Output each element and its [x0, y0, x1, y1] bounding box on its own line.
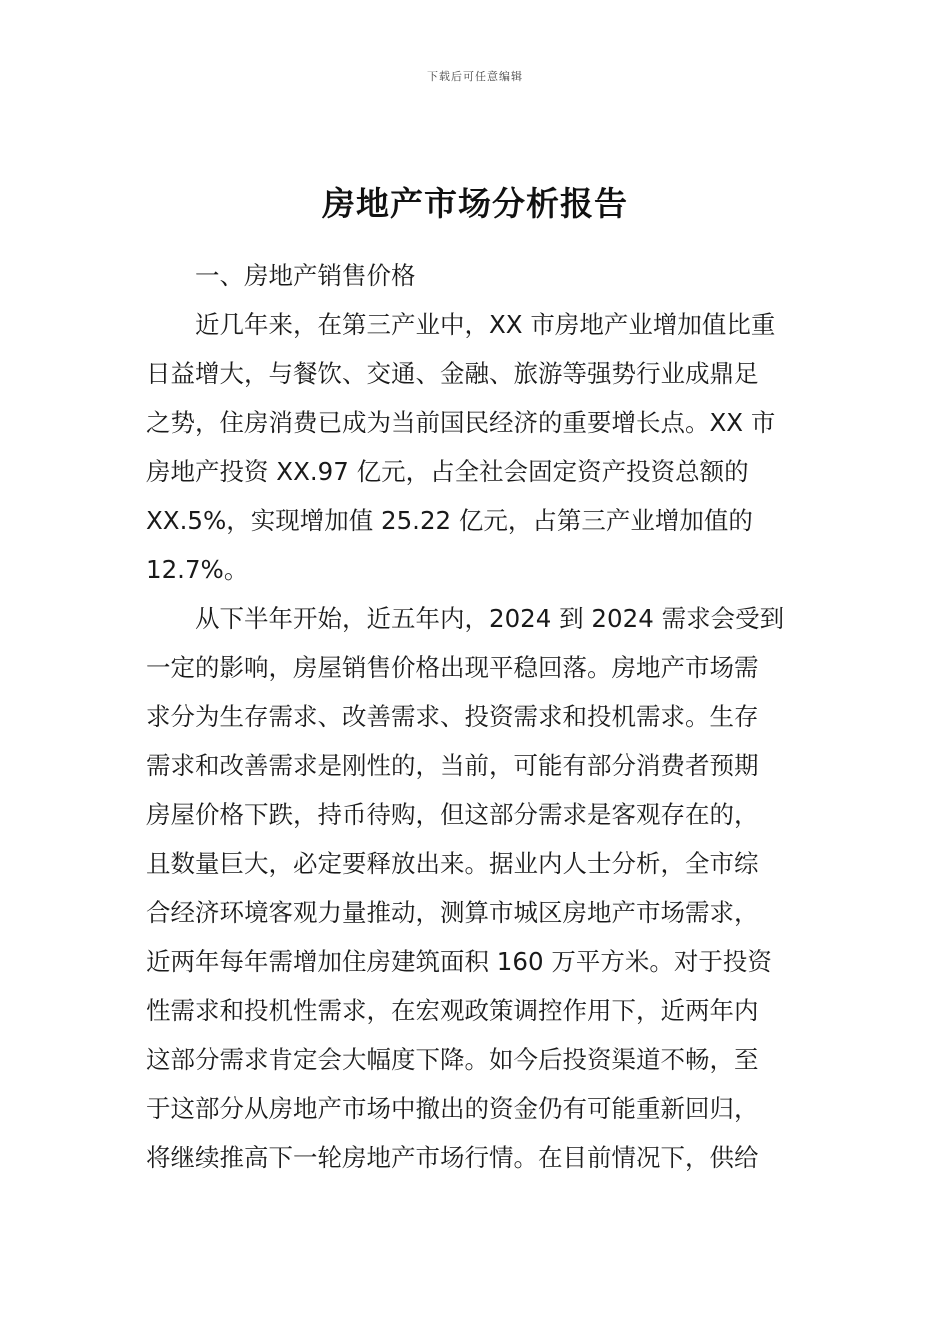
- text-line: 从下半年开始，近五年内，2024 到 2024 需求会受到: [195, 604, 785, 633]
- text-line: 近几年来，在第三产业中，XX 市房地产业增加值比重: [195, 310, 776, 339]
- text-line: 日益增大，与餐饮、交通、金融、旅游等强势行业成鼎足: [146, 359, 759, 388]
- header-note: 下载后可任意编辑: [427, 70, 523, 83]
- text-line: 一定的影响，房屋销售价格出现平稳回落。房地产市场需: [146, 653, 759, 682]
- text-line: 这部分需求肯定会大幅度下降。如今后投资渠道不畅，至: [146, 1045, 759, 1074]
- text-line: XX.5%，实现增加值 25.22 亿元，占第三产业增加值的: [146, 506, 753, 535]
- text-line: 12.7%。: [146, 555, 249, 584]
- text-line: 近两年每年需增加住房建筑面积 160 万平方米。对于投资: [146, 947, 772, 976]
- text-line: 之势，住房消费已成为当前国民经济的重要增长点。XX 市: [146, 408, 776, 437]
- text-line: 一、房地产销售价格: [195, 261, 416, 290]
- text-line: 房屋价格下跌，持币待购，但这部分需求是客观存在的，: [146, 800, 759, 829]
- body-text: [146, 255, 802, 1186]
- document-title: 房地产市场分析报告: [322, 184, 628, 223]
- text-line: 合经济环境客观力量推动，测算市城区房地产市场需求，: [146, 898, 759, 927]
- text-line: 将继续推高下一轮房地产市场行情。在目前情况下，供给: [146, 1143, 759, 1172]
- text-line: 需求和改善需求是刚性的，当前，可能有部分消费者预期: [146, 751, 759, 780]
- text-line: 求分为生存需求、改善需求、投资需求和投机需求。生存: [146, 702, 759, 731]
- text-line: 房地产投资 XX.97 亿元，占全社会固定资产投资总额的: [146, 457, 749, 486]
- text-line: 性需求和投机性需求，在宏观政策调控作用下，近两年内: [146, 996, 759, 1025]
- text-line: 于这部分从房地产市场中撤出的资金仍有可能重新回归，: [146, 1094, 759, 1123]
- text-line: 且数量巨大，必定要释放出来。据业内人士分析，全市综: [146, 849, 759, 878]
